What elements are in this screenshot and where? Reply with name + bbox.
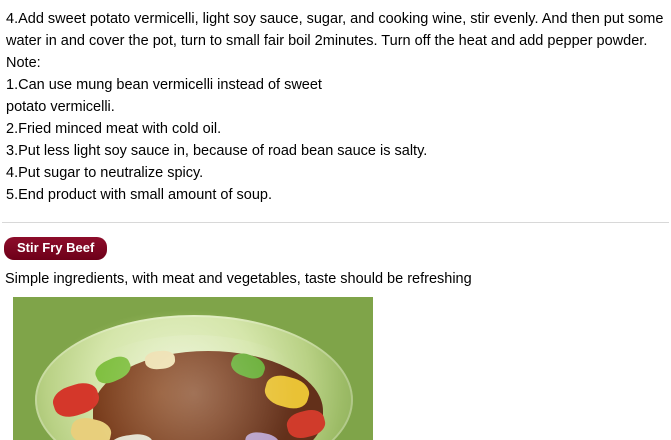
list-item: 5.End product with small amount of soup. (6, 187, 272, 203)
list-item: 2.Fried minced meat with cold oil. (6, 121, 222, 137)
instruction-step-4: 4.Add sweet potato vermicelli, light soy sauce, sugar, and cooking wine, stir evenly. And then put some water in and cover the pot, turn to small fair boil 2minutes. Turn off the heat and add pepper powder. (6, 11, 664, 49)
vegetable-piece (244, 430, 281, 440)
beef-pile (93, 351, 323, 440)
next-recipe-section (0, 237, 671, 440)
section-divider (2, 222, 669, 223)
vegetable-piece (228, 350, 267, 382)
note-label: Note: (6, 55, 41, 71)
recipe-photo (13, 297, 373, 440)
plate-shape (35, 315, 353, 440)
vegetable-piece (144, 350, 175, 371)
recipe-subtitle: Simple ingredients, with meat and vegetables, taste should be refreshing (5, 271, 472, 287)
notes-list (4, 74, 665, 206)
vegetable-piece (262, 372, 313, 413)
vegetable-piece (49, 379, 102, 422)
list-item: 4.Put sugar to neutralize spicy. (6, 165, 204, 181)
list-item: 3.Put less light soy sauce in, because of road bean sauce is salty. (6, 143, 428, 159)
vegetable-piece (108, 432, 155, 440)
recipe-title-badge: Stir Fry Beef (4, 237, 107, 260)
vegetable-piece (69, 415, 114, 440)
recipe-instructions-block (0, 0, 671, 206)
list-item: potato vermicelli. (6, 99, 115, 115)
list-item: 1.Can use mung bean vermicelli instead of sweet (6, 77, 322, 93)
vegetable-piece (92, 352, 134, 387)
photo-background (13, 297, 373, 440)
clipped-previous-line (4, 0, 665, 1)
